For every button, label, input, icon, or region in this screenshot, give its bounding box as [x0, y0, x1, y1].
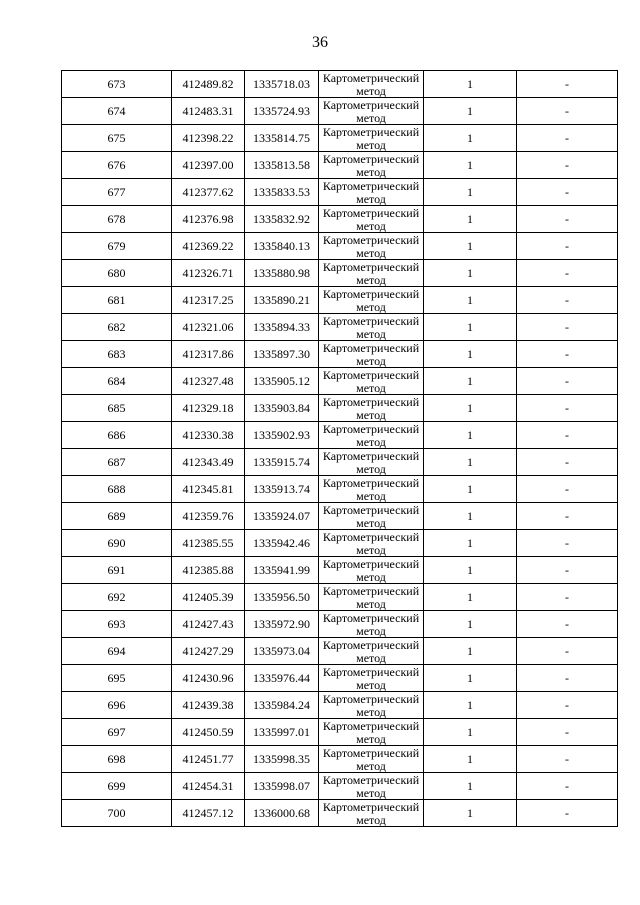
x-coordinate-cell: 412427.43	[172, 611, 245, 638]
method-cell	[319, 368, 424, 395]
x-coordinate-cell: 412321.06	[172, 314, 245, 341]
y-coordinate-cell: 1335924.07	[245, 503, 319, 530]
point-number-cell: 691	[62, 557, 172, 584]
x-coordinate-cell: 412483.31	[172, 98, 245, 125]
point-number-cell: 676	[62, 152, 172, 179]
method-cell	[319, 152, 424, 179]
method-text: Картометрический метод	[322, 638, 420, 664]
count-cell: 1	[424, 314, 517, 341]
y-coordinate-cell: 1335973.04	[245, 638, 319, 665]
method-cell	[319, 692, 424, 719]
x-coordinate-cell: 412489.82	[172, 71, 245, 98]
table-row	[62, 206, 618, 233]
table-row	[62, 314, 618, 341]
table-row	[62, 584, 618, 611]
x-coordinate-cell: 412450.59	[172, 719, 245, 746]
table-row	[62, 611, 618, 638]
table-row	[62, 71, 618, 98]
x-coordinate-cell: 412345.81	[172, 476, 245, 503]
x-coordinate-cell: 412427.29	[172, 638, 245, 665]
count-cell: 1	[424, 503, 517, 530]
table-row	[62, 260, 618, 287]
method-cell	[319, 206, 424, 233]
x-coordinate-cell: 412385.88	[172, 557, 245, 584]
coordinates-table	[61, 70, 618, 827]
method-text: Картометрический метод	[322, 665, 420, 691]
y-coordinate-cell: 1335984.24	[245, 692, 319, 719]
method-text: Картометрический метод	[322, 314, 420, 340]
table-row	[62, 800, 618, 827]
point-number-cell: 683	[62, 341, 172, 368]
method-cell	[319, 422, 424, 449]
point-number-cell: 695	[62, 665, 172, 692]
extra-cell: -	[517, 341, 618, 368]
count-cell: 1	[424, 719, 517, 746]
extra-cell: -	[517, 530, 618, 557]
extra-cell: -	[517, 152, 618, 179]
count-cell: 1	[424, 125, 517, 152]
x-coordinate-cell: 412317.25	[172, 287, 245, 314]
method-text: Картометрический метод	[322, 719, 420, 745]
extra-cell: -	[517, 638, 618, 665]
method-cell	[319, 746, 424, 773]
extra-cell: -	[517, 557, 618, 584]
table-row	[62, 98, 618, 125]
y-coordinate-cell: 1335832.92	[245, 206, 319, 233]
y-coordinate-cell: 1335998.35	[245, 746, 319, 773]
x-coordinate-cell: 412454.31	[172, 773, 245, 800]
x-coordinate-cell: 412451.77	[172, 746, 245, 773]
method-cell	[319, 719, 424, 746]
table-row	[62, 179, 618, 206]
table-row	[62, 503, 618, 530]
point-number-cell: 673	[62, 71, 172, 98]
extra-cell: -	[517, 179, 618, 206]
extra-cell: -	[517, 800, 618, 827]
page-number: 36	[312, 34, 328, 51]
table-row	[62, 287, 618, 314]
point-number-cell: 698	[62, 746, 172, 773]
x-coordinate-cell: 412385.55	[172, 530, 245, 557]
method-text: Картометрический метод	[322, 98, 420, 124]
count-cell: 1	[424, 557, 517, 584]
extra-cell: -	[517, 773, 618, 800]
method-cell	[319, 476, 424, 503]
method-text: Картометрический метод	[322, 611, 420, 637]
method-text: Картометрический метод	[322, 125, 420, 151]
count-cell: 1	[424, 368, 517, 395]
x-coordinate-cell: 412457.12	[172, 800, 245, 827]
method-text: Картометрический метод	[322, 341, 420, 367]
table-row	[62, 395, 618, 422]
point-number-cell: 675	[62, 125, 172, 152]
count-cell: 1	[424, 260, 517, 287]
method-cell	[319, 773, 424, 800]
extra-cell: -	[517, 125, 618, 152]
point-number-cell: 674	[62, 98, 172, 125]
point-number-cell: 680	[62, 260, 172, 287]
method-text: Картометрический метод	[322, 395, 420, 421]
count-cell: 1	[424, 746, 517, 773]
x-coordinate-cell: 412439.38	[172, 692, 245, 719]
table-row	[62, 773, 618, 800]
y-coordinate-cell: 1335941.99	[245, 557, 319, 584]
y-coordinate-cell: 1335905.12	[245, 368, 319, 395]
table-row	[62, 665, 618, 692]
method-cell	[319, 287, 424, 314]
y-coordinate-cell: 1335894.33	[245, 314, 319, 341]
y-coordinate-cell: 1335814.75	[245, 125, 319, 152]
x-coordinate-cell: 412330.38	[172, 422, 245, 449]
y-coordinate-cell: 1335890.21	[245, 287, 319, 314]
x-coordinate-cell: 412398.22	[172, 125, 245, 152]
point-number-cell: 696	[62, 692, 172, 719]
y-coordinate-cell: 1335833.53	[245, 179, 319, 206]
method-cell	[319, 395, 424, 422]
method-cell	[319, 800, 424, 827]
method-cell	[319, 584, 424, 611]
method-cell	[319, 233, 424, 260]
count-cell: 1	[424, 179, 517, 206]
method-cell	[319, 611, 424, 638]
extra-cell: -	[517, 476, 618, 503]
x-coordinate-cell: 412369.22	[172, 233, 245, 260]
table-row	[62, 125, 618, 152]
y-coordinate-cell: 1335956.50	[245, 584, 319, 611]
count-cell: 1	[424, 287, 517, 314]
extra-cell: -	[517, 584, 618, 611]
method-text: Картометрический метод	[322, 179, 420, 205]
method-text: Картометрический метод	[322, 260, 420, 286]
x-coordinate-cell: 412326.71	[172, 260, 245, 287]
y-coordinate-cell: 1335718.03	[245, 71, 319, 98]
y-coordinate-cell: 1335976.44	[245, 665, 319, 692]
method-cell	[319, 71, 424, 98]
method-cell	[319, 449, 424, 476]
method-text: Картометрический метод	[322, 206, 420, 232]
extra-cell: -	[517, 314, 618, 341]
x-coordinate-cell: 412327.48	[172, 368, 245, 395]
table-row	[62, 557, 618, 584]
point-number-cell: 677	[62, 179, 172, 206]
count-cell: 1	[424, 584, 517, 611]
x-coordinate-cell: 412430.96	[172, 665, 245, 692]
y-coordinate-cell: 1335972.90	[245, 611, 319, 638]
y-coordinate-cell: 1335840.13	[245, 233, 319, 260]
method-text: Картометрический метод	[322, 368, 420, 394]
table-row	[62, 449, 618, 476]
table-row	[62, 368, 618, 395]
method-cell	[319, 260, 424, 287]
method-text: Картометрический метод	[322, 584, 420, 610]
method-text: Картометрический метод	[322, 233, 420, 259]
x-coordinate-cell: 412343.49	[172, 449, 245, 476]
extra-cell: -	[517, 368, 618, 395]
method-cell	[319, 557, 424, 584]
x-coordinate-cell: 412405.39	[172, 584, 245, 611]
x-coordinate-cell: 412329.18	[172, 395, 245, 422]
count-cell: 1	[424, 476, 517, 503]
method-text: Картометрический метод	[322, 503, 420, 529]
extra-cell: -	[517, 665, 618, 692]
table-row	[62, 530, 618, 557]
count-cell: 1	[424, 233, 517, 260]
point-number-cell: 700	[62, 800, 172, 827]
method-text: Картометрический метод	[322, 530, 420, 556]
count-cell: 1	[424, 422, 517, 449]
method-cell	[319, 530, 424, 557]
count-cell: 1	[424, 611, 517, 638]
extra-cell: -	[517, 611, 618, 638]
extra-cell: -	[517, 233, 618, 260]
method-text: Картометрический метод	[322, 476, 420, 502]
count-cell: 1	[424, 773, 517, 800]
method-text: Картометрический метод	[322, 746, 420, 772]
method-text: Картометрический метод	[322, 692, 420, 718]
y-coordinate-cell: 1335942.46	[245, 530, 319, 557]
extra-cell: -	[517, 71, 618, 98]
count-cell: 1	[424, 152, 517, 179]
y-coordinate-cell: 1335998.07	[245, 773, 319, 800]
method-cell	[319, 125, 424, 152]
y-coordinate-cell: 1335915.74	[245, 449, 319, 476]
count-cell: 1	[424, 206, 517, 233]
table-row	[62, 422, 618, 449]
point-number-cell: 678	[62, 206, 172, 233]
method-text: Картометрический метод	[322, 71, 420, 97]
count-cell: 1	[424, 638, 517, 665]
point-number-cell: 687	[62, 449, 172, 476]
table-row	[62, 719, 618, 746]
extra-cell: -	[517, 98, 618, 125]
extra-cell: -	[517, 719, 618, 746]
x-coordinate-cell: 412397.00	[172, 152, 245, 179]
method-cell	[319, 341, 424, 368]
point-number-cell: 690	[62, 530, 172, 557]
point-number-cell: 689	[62, 503, 172, 530]
count-cell: 1	[424, 98, 517, 125]
point-number-cell: 694	[62, 638, 172, 665]
method-cell	[319, 665, 424, 692]
count-cell: 1	[424, 530, 517, 557]
x-coordinate-cell: 412359.76	[172, 503, 245, 530]
point-number-cell: 679	[62, 233, 172, 260]
extra-cell: -	[517, 206, 618, 233]
point-number-cell: 682	[62, 314, 172, 341]
extra-cell: -	[517, 503, 618, 530]
y-coordinate-cell: 1335903.84	[245, 395, 319, 422]
y-coordinate-cell: 1336000.68	[245, 800, 319, 827]
method-text: Картометрический метод	[322, 287, 420, 313]
extra-cell: -	[517, 746, 618, 773]
point-number-cell: 681	[62, 287, 172, 314]
table-row	[62, 233, 618, 260]
table-body	[62, 71, 618, 827]
point-number-cell: 692	[62, 584, 172, 611]
y-coordinate-cell: 1335813.58	[245, 152, 319, 179]
x-coordinate-cell: 412377.62	[172, 179, 245, 206]
point-number-cell: 688	[62, 476, 172, 503]
method-text: Картометрический метод	[322, 449, 420, 475]
y-coordinate-cell: 1335880.98	[245, 260, 319, 287]
method-cell	[319, 503, 424, 530]
table-row	[62, 152, 618, 179]
method-text: Картометрический метод	[322, 557, 420, 583]
count-cell: 1	[424, 692, 517, 719]
count-cell: 1	[424, 71, 517, 98]
extra-cell: -	[517, 692, 618, 719]
table-row	[62, 476, 618, 503]
extra-cell: -	[517, 287, 618, 314]
table-row	[62, 638, 618, 665]
method-text: Картометрический метод	[322, 152, 420, 178]
extra-cell: -	[517, 449, 618, 476]
extra-cell: -	[517, 260, 618, 287]
y-coordinate-cell: 1335997.01	[245, 719, 319, 746]
method-cell	[319, 98, 424, 125]
point-number-cell: 697	[62, 719, 172, 746]
y-coordinate-cell: 1335902.93	[245, 422, 319, 449]
table-row	[62, 341, 618, 368]
point-number-cell: 699	[62, 773, 172, 800]
table-row	[62, 692, 618, 719]
method-cell	[319, 314, 424, 341]
point-number-cell: 686	[62, 422, 172, 449]
method-text: Картометрический метод	[322, 773, 420, 799]
count-cell: 1	[424, 395, 517, 422]
y-coordinate-cell: 1335897.30	[245, 341, 319, 368]
method-text: Картометрический метод	[322, 422, 420, 448]
count-cell: 1	[424, 800, 517, 827]
method-cell	[319, 638, 424, 665]
table-row	[62, 746, 618, 773]
point-number-cell: 684	[62, 368, 172, 395]
point-number-cell: 685	[62, 395, 172, 422]
method-cell	[319, 179, 424, 206]
count-cell: 1	[424, 449, 517, 476]
x-coordinate-cell: 412317.86	[172, 341, 245, 368]
y-coordinate-cell: 1335913.74	[245, 476, 319, 503]
extra-cell: -	[517, 395, 618, 422]
method-text: Картометрический метод	[322, 800, 420, 826]
count-cell: 1	[424, 341, 517, 368]
y-coordinate-cell: 1335724.93	[245, 98, 319, 125]
x-coordinate-cell: 412376.98	[172, 206, 245, 233]
count-cell: 1	[424, 665, 517, 692]
point-number-cell: 693	[62, 611, 172, 638]
extra-cell: -	[517, 422, 618, 449]
